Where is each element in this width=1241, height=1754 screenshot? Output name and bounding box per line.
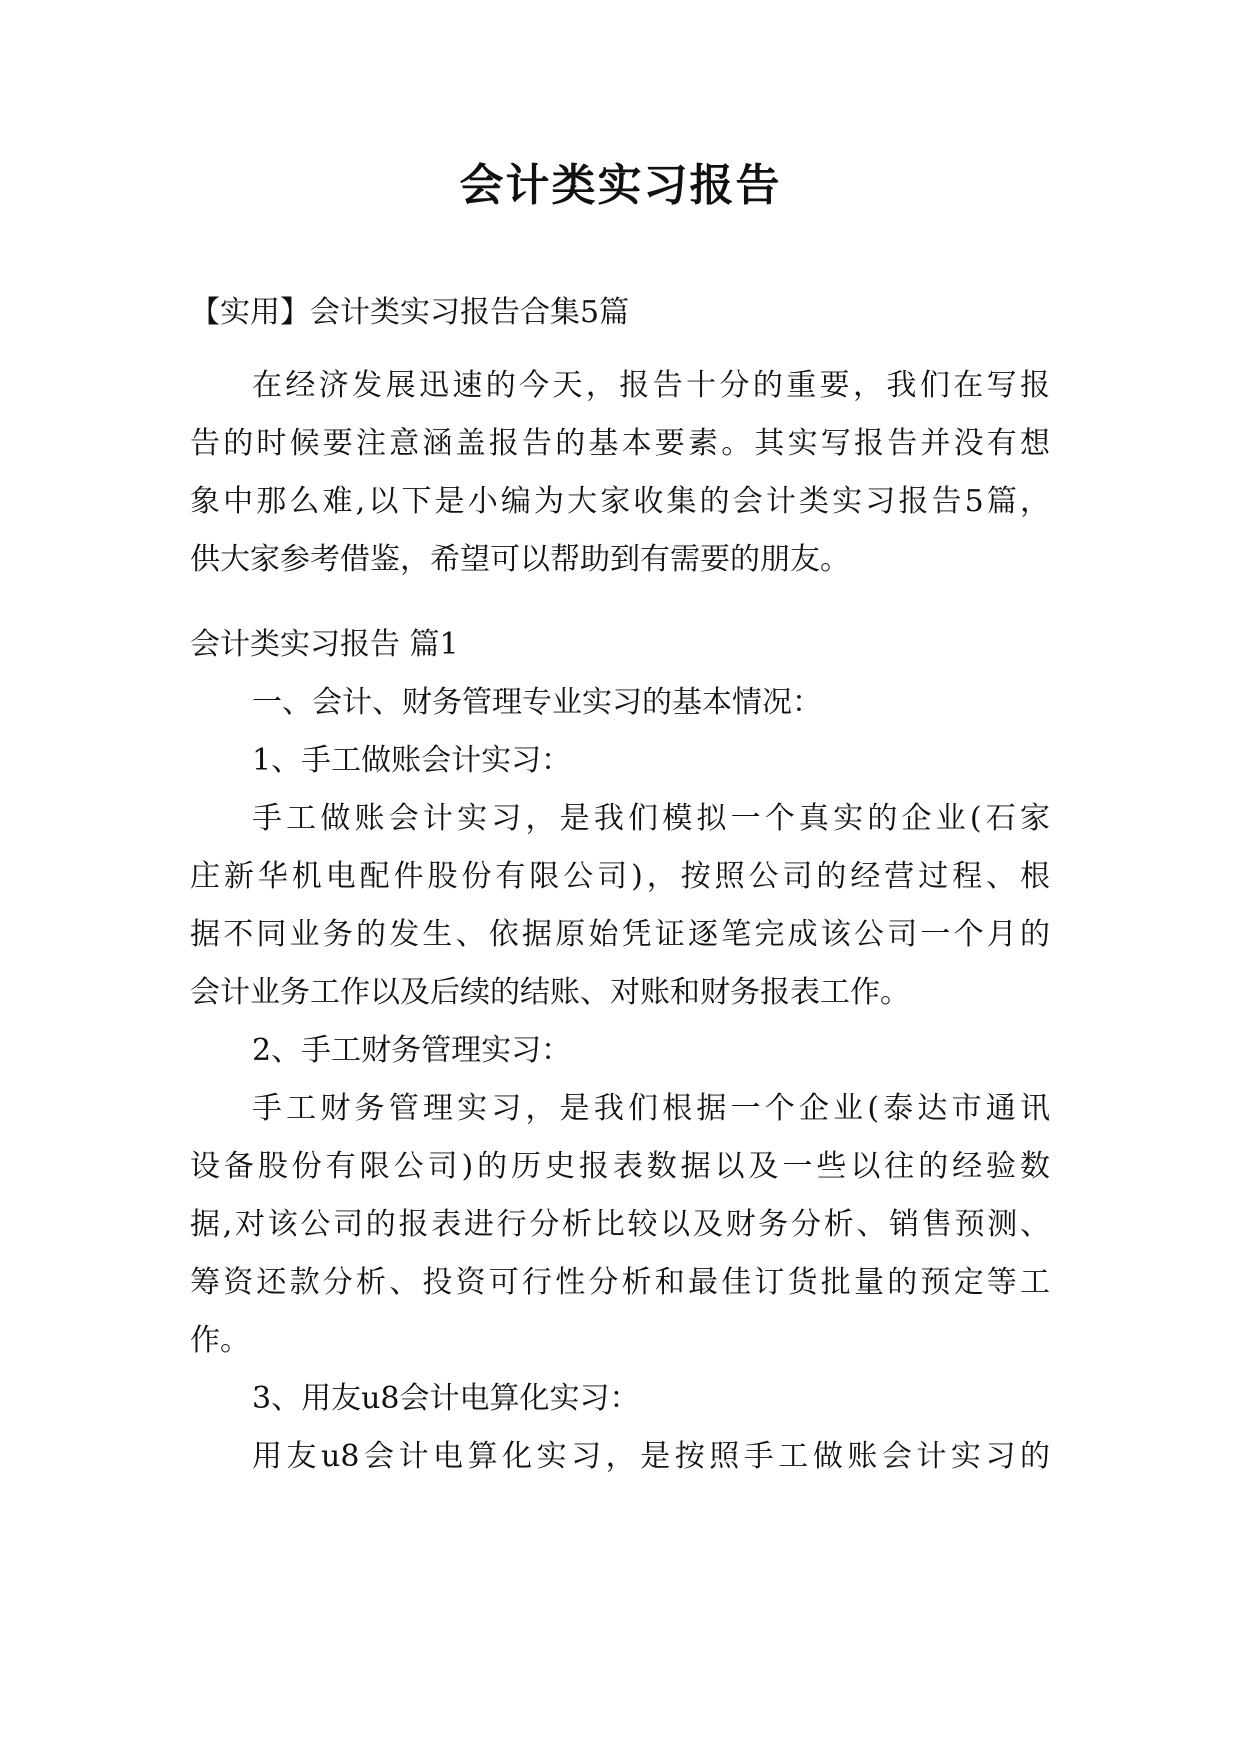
item2-line: 设备股份有限公司)的历史报表数据以及一些以往的经验数 [190, 1149, 1050, 1184]
document-title: 会计类实习报告 [459, 160, 782, 211]
section-heading: 会计类实习报告 篇1 [190, 627, 459, 662]
item3-paragraph [190, 1428, 1050, 1486]
section1-heading: 一、会计、财务管理专业实习的基本情况： [252, 685, 822, 720]
item1-paragraph [190, 790, 1050, 1022]
intro-line: 供大家参考借鉴，希望可以帮助到有需要的朋友。 [190, 542, 850, 577]
item2-line: 据,对该公司的报表进行分析比较以及财务分析、销售预测、 [190, 1207, 1050, 1242]
intro-line: 在经济发展迅速的今天，报告十分的重要，我们在写报 [252, 368, 1050, 403]
item3-heading: 3、用友u8会计电算化实习： [252, 1381, 640, 1416]
intro-line: 告的时候要注意涵盖报告的基本要素。其实写报告并没有想 [190, 426, 1050, 461]
intro-line: 象中那么难,以下是小编为大家收集的会计类实习报告5篇， [190, 484, 1050, 519]
item1-line: 手工做账会计实习，是我们模拟一个真实的企业(石家 [252, 801, 1050, 836]
item3-line: 用友u8会计电算化实习，是按照手工做账会计实习的 [252, 1439, 1050, 1474]
item1-line: 庄新华机电配件股份有限公司)，按照公司的经营过程、根 [190, 859, 1050, 894]
item1-line: 会计业务工作以及后续的结账、对账和财务报表工作。 [190, 975, 910, 1010]
item2-line: 筹资还款分析、投资可行性分析和最佳订货批量的预定等工 [190, 1265, 1050, 1300]
item1-line: 据不同业务的发生、依据原始凭证逐笔完成该公司一个月的 [190, 917, 1050, 952]
item2-line: 作。 [190, 1323, 250, 1358]
item1-heading: 1、手工做账会计实习： [252, 743, 572, 778]
item2-heading: 2、手工财务管理实习： [252, 1033, 572, 1068]
document-subtitle: 【实用】会计类实习报告合集5篇 [190, 295, 630, 330]
item2-line: 手工财务管理实习，是我们根据一个企业(泰达市通讯 [252, 1091, 1050, 1126]
intro-paragraph [190, 357, 1050, 589]
item2-paragraph [190, 1080, 1050, 1370]
